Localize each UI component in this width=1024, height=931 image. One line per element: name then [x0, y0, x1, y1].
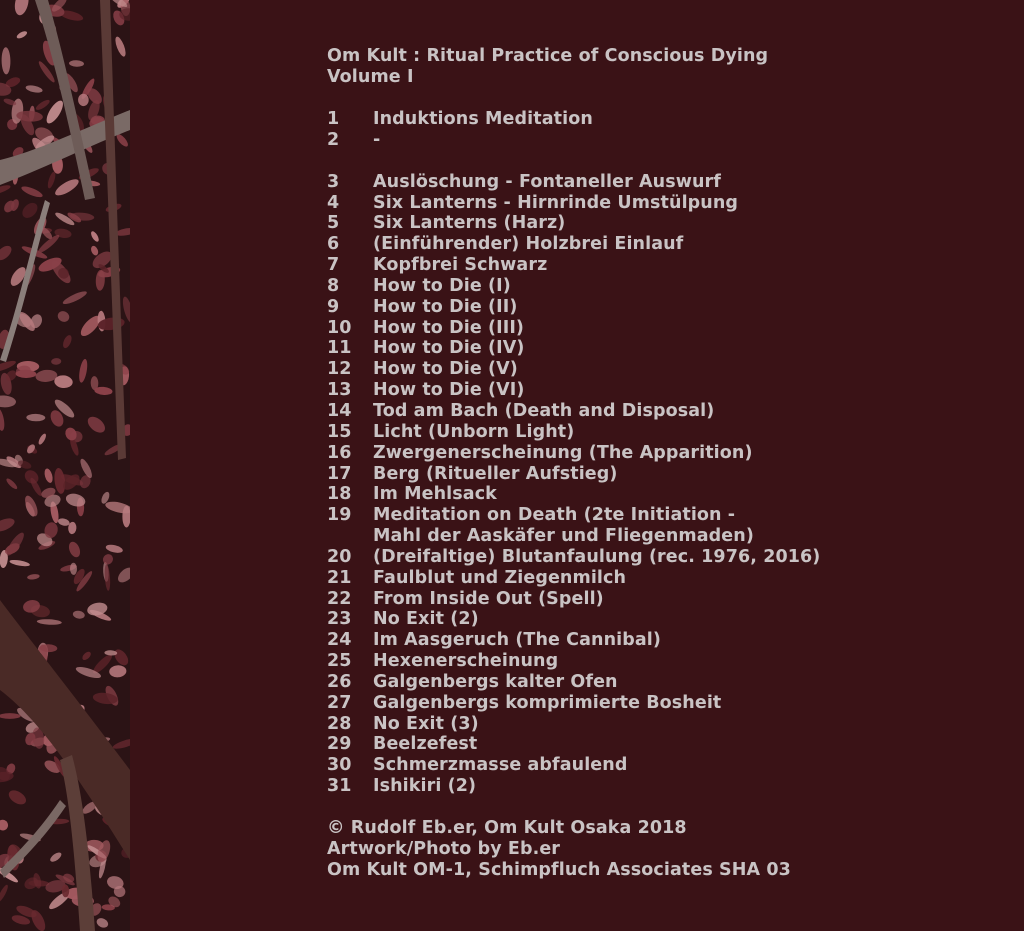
track-row	[327, 484, 820, 505]
track-title: Licht (Unborn Light)	[373, 421, 575, 442]
track-row	[327, 651, 820, 672]
track-title: Zwergenerscheinung (The Apparition)	[373, 442, 753, 463]
track-number: 23	[327, 609, 352, 630]
track-number: 28	[327, 713, 352, 734]
track-row	[327, 505, 820, 526]
catalog-line: Om Kult OM-1, Schimpfluch Associates SHA 03	[327, 860, 791, 880]
track-number: 16	[327, 442, 352, 463]
cover-photo-foliage	[0, 0, 130, 931]
track-number: 6	[327, 234, 340, 255]
track-row	[327, 464, 820, 485]
spacer	[327, 797, 820, 818]
track-title: Hexenerscheinung	[373, 651, 559, 672]
track-title: Ishikiri (2)	[373, 776, 477, 797]
track-title: Berg (Ritueller Aufstieg)	[373, 463, 618, 484]
track-number: 27	[327, 692, 352, 713]
track-row	[327, 568, 820, 589]
track-number: 9	[327, 296, 340, 317]
track-row	[327, 547, 820, 568]
track-title: Faulblut und Ziegenmilch	[373, 567, 627, 588]
track-list-part-b	[327, 172, 820, 797]
album-volume: Volume I	[327, 67, 414, 87]
track-row	[327, 714, 820, 735]
track-number: 22	[327, 588, 352, 609]
spacer	[327, 88, 820, 109]
track-title: Galgenbergs kalter Ofen	[373, 671, 618, 692]
track-title: How to Die (II)	[373, 296, 518, 317]
track-title: Im Aasgeruch (The Cannibal)	[373, 630, 661, 651]
track-row	[327, 734, 820, 755]
track-row	[327, 213, 820, 234]
track-row	[327, 109, 820, 130]
track-title: Auslöschung - Fontaneller Auswurf	[373, 171, 721, 192]
track-row	[327, 589, 820, 610]
track-title: (Dreifaltige) Blutanfaulung (rec. 1976, 2016)	[373, 546, 821, 567]
track-title: Six Lanterns (Harz)	[373, 213, 566, 234]
track-row	[327, 693, 820, 714]
track-title: Schmerzmasse abfaulend	[373, 755, 628, 776]
track-row	[327, 672, 820, 693]
track-row	[327, 609, 820, 630]
track-row	[327, 255, 820, 276]
track-row	[327, 380, 820, 401]
track-number: 18	[327, 484, 352, 505]
track-row	[327, 276, 820, 297]
track-list-part-a	[327, 109, 820, 151]
artwork-credit: Artwork/Photo by Eb.er	[327, 839, 561, 859]
track-title: Galgenbergs komprimierte Bosheit	[373, 692, 722, 713]
track-title: Kopfbrei Schwarz	[373, 255, 548, 276]
track-row	[327, 234, 820, 255]
track-number: 3	[327, 171, 340, 192]
album-title: Om Kult : Ritual Practice of Conscious Dying	[327, 46, 769, 66]
track-title: How to Die (VI)	[373, 380, 525, 401]
track-row	[327, 172, 820, 193]
track-number: 11	[327, 338, 352, 359]
track-title: Six Lanterns - Hirnrinde Umstülpung	[373, 192, 739, 213]
track-number: 15	[327, 421, 352, 442]
track-listing-panel	[327, 46, 820, 881]
track-title: No Exit (3)	[373, 713, 479, 734]
track-row	[327, 318, 820, 339]
track-title: Im Mehlsack	[373, 484, 497, 505]
spacer	[327, 151, 820, 172]
track-number: 7	[327, 255, 340, 276]
track-number: 8	[327, 275, 340, 296]
track-number: 31	[327, 776, 352, 797]
track-number: 4	[327, 192, 340, 213]
track-number: 5	[327, 213, 340, 234]
track-number: 24	[327, 630, 352, 651]
track-title: No Exit (2)	[373, 609, 479, 630]
track-row	[327, 776, 820, 797]
track-row	[327, 297, 820, 318]
track-row	[327, 422, 820, 443]
track-number: 10	[327, 317, 352, 338]
track-row	[327, 193, 820, 214]
track-row	[327, 630, 820, 651]
track-row	[327, 401, 820, 422]
track-number: 1	[327, 109, 340, 129]
copyright-line: © Rudolf Eb.er, Om Kult Osaka 2018	[327, 818, 687, 838]
track-row	[327, 338, 820, 359]
track-row	[327, 526, 820, 547]
track-title: (Einführender) Holzbrei Einlauf	[373, 234, 684, 255]
track-title: How to Die (V)	[373, 359, 518, 380]
track-number	[327, 526, 373, 547]
track-row	[327, 755, 820, 776]
track-number: 20	[327, 546, 352, 567]
track-number: 26	[327, 671, 352, 692]
track-number: 25	[327, 651, 352, 672]
track-row	[327, 443, 820, 464]
track-row	[327, 130, 820, 151]
track-number: 30	[327, 755, 352, 776]
track-title: How to Die (IV)	[373, 338, 525, 359]
track-title: Tod am Bach (Death and Disposal)	[373, 400, 715, 421]
track-number: 29	[327, 734, 352, 755]
track-title: Meditation on Death (2te Initiation -	[373, 505, 736, 526]
track-number: 2	[327, 129, 340, 150]
track-title: From Inside Out (Spell)	[373, 588, 604, 609]
track-title: How to Die (III)	[373, 317, 525, 338]
track-title: -	[373, 129, 381, 150]
track-title: How to Die (I)	[373, 275, 511, 296]
track-number: 21	[327, 567, 352, 588]
track-number: 17	[327, 463, 352, 484]
track-number: 19	[327, 505, 352, 526]
track-title: Mahl der Aaskäfer und Fliegenmaden)	[373, 526, 754, 547]
track-row	[327, 359, 820, 380]
track-number: 14	[327, 400, 352, 421]
track-number: 13	[327, 380, 352, 401]
track-title: Induktions Meditation	[373, 109, 593, 129]
track-title: Beelzefest	[373, 734, 478, 755]
track-number: 12	[327, 359, 352, 380]
